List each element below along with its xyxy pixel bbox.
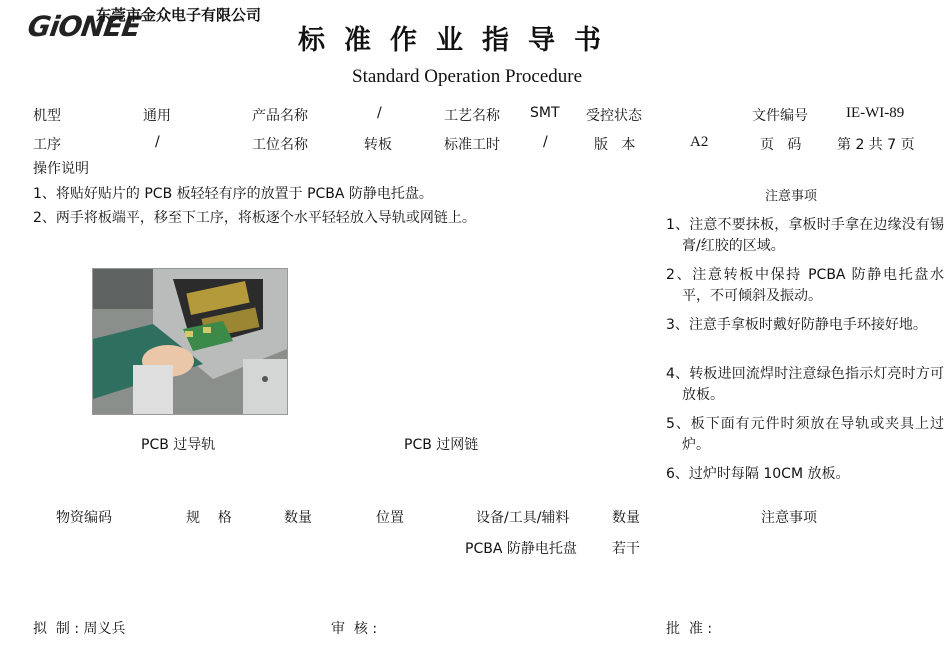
process-name-label: 工艺名称 <box>444 108 500 124</box>
caption-pcb-guide-rail: PCB 过导轨 <box>141 437 216 453</box>
drafted-by: 拟 制 : 周义兵 <box>33 621 126 637</box>
col-header-equipment-quantity: 数量 <box>612 510 640 526</box>
standard-time-value: / <box>543 134 548 150</box>
note-item: 1、注意不要抹板，拿板时手拿在边缘没有锡膏/红胶的区域。 <box>666 217 944 254</box>
process-name-value: SMT <box>530 105 560 121</box>
step-label: 工序 <box>33 137 61 153</box>
operation-step: 2、两手将板端平，移至下工序，将板逐个水平轻轻放入导轨或网链上。 <box>33 210 476 226</box>
table-cell-equipment-quantity: 若干 <box>612 541 640 557</box>
note-item: 3、注意手拿板时戴好防静电手环接好地。 <box>666 317 927 333</box>
company-logo: GiONEE <box>25 10 143 43</box>
reviewed-by: 审 核 : <box>331 621 378 637</box>
standard-time-label: 标准工时 <box>444 137 500 153</box>
note-item: 2、注意转板中保持 PCBA 防静电托盘水平，不可倾斜及振动。 <box>666 267 944 304</box>
station-name-label: 工位名称 <box>252 137 308 153</box>
operation-heading: 操作说明 <box>33 161 89 177</box>
product-name-label: 产品名称 <box>252 108 308 124</box>
product-name-value: / <box>377 105 382 121</box>
note-item: 6、过炉时每隔 10CM 放板。 <box>666 466 850 482</box>
col-header-material-code: 物资编码 <box>56 510 112 526</box>
col-header-position: 位置 <box>376 510 404 526</box>
caption-pcb-mesh-chain: PCB 过网链 <box>404 437 479 453</box>
version-label: 版 本 <box>594 137 636 153</box>
step-value: / <box>155 134 160 150</box>
page-value: 第 2 共 7 页 <box>837 137 915 153</box>
col-header-spec: 规 格 <box>186 510 232 526</box>
control-status-label: 受控状态 <box>586 108 642 124</box>
station-name-value: 转板 <box>364 137 392 153</box>
approved-by: 批 准 : <box>666 621 713 637</box>
table-cell-equipment: PCBA 防静电托盘 <box>465 541 577 557</box>
operation-step: 1、将贴好贴片的 PCB 板轻轻有序的放置于 PCBA 防静电托盘。 <box>33 186 433 202</box>
notes-heading: 注意事项 <box>765 189 818 204</box>
note-item: 5、板下面有元件时须放在导轨或夹具上过炉。 <box>666 416 944 453</box>
doc-number-value: IE-WI-89 <box>846 105 905 121</box>
document-title: 标准作业指导书 <box>298 25 620 56</box>
pcb-conveyor-photo <box>92 268 288 415</box>
pcb-conveyor-photo-graphic <box>93 269 287 414</box>
col-header-notes: 注意事项 <box>761 510 817 526</box>
version-value: A2 <box>690 134 709 150</box>
machine-value: 通用 <box>143 108 171 124</box>
col-header-equipment: 设备/工具/辅料 <box>476 510 570 526</box>
document-subtitle: Standard Operation Procedure <box>352 66 583 87</box>
page-label: 页 码 <box>760 137 802 153</box>
note-item: 4、转板进回流焊时注意绿色指示灯亮时方可放板。 <box>666 366 944 403</box>
company-name: 东莞市金众电子有限公司 <box>96 6 262 24</box>
machine-label: 机型 <box>33 108 61 124</box>
doc-number-label: 文件编号 <box>752 108 808 124</box>
col-header-quantity: 数量 <box>284 510 312 526</box>
